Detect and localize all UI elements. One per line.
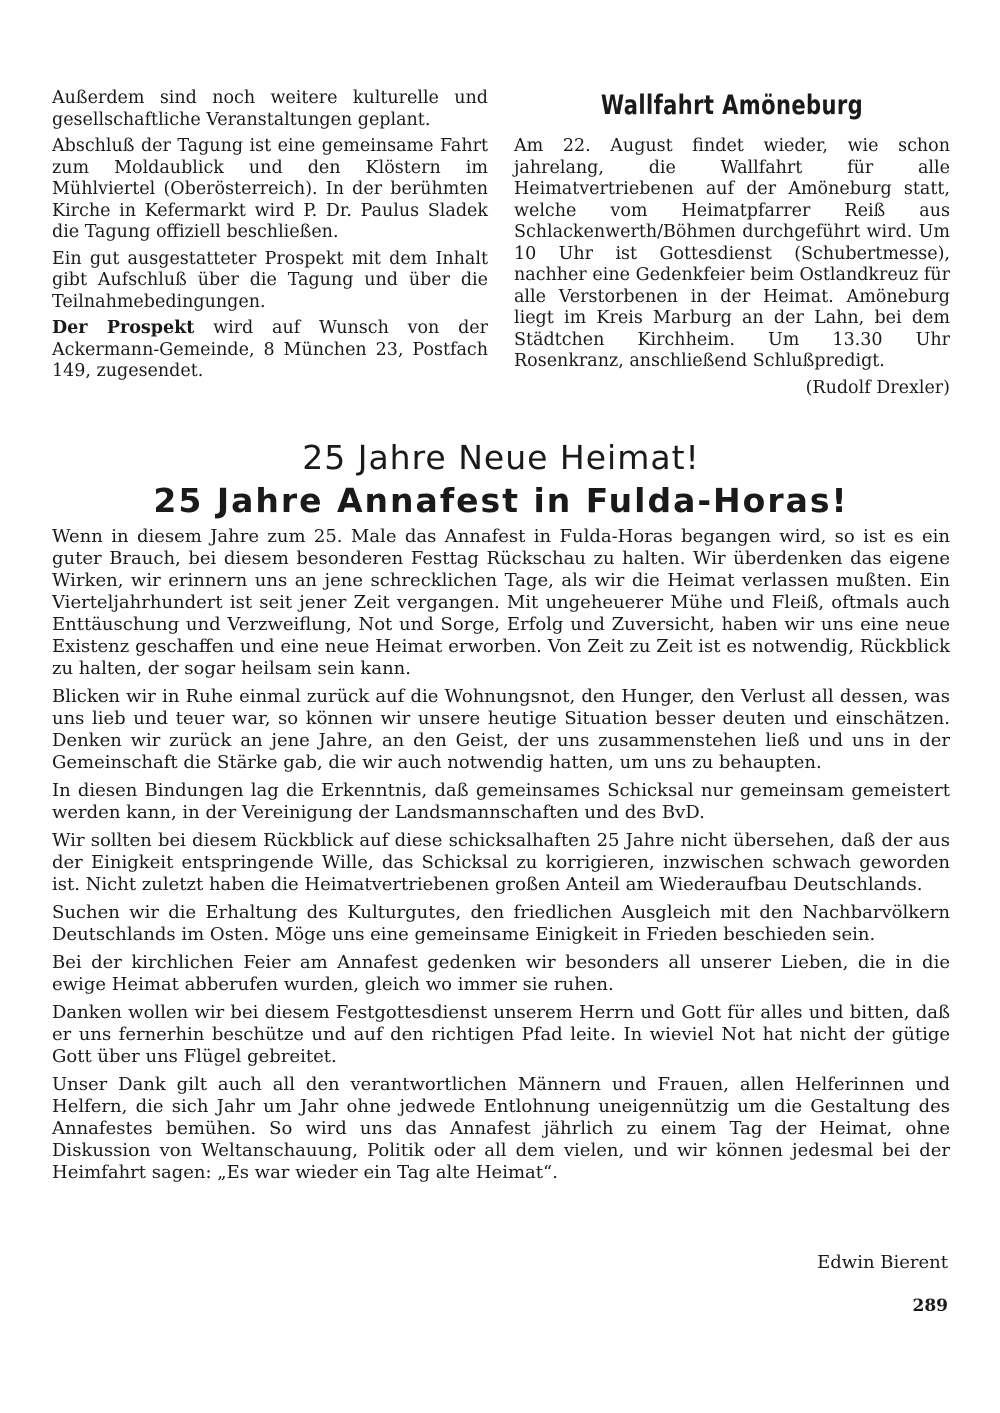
main-article-body bbox=[52, 526, 950, 1190]
article-paragraph: Wir sollten bei diesem Rückblick auf diese schicksalhaften 25 Jahre nicht übersehen, daß der aus der Einigkeit entspringende Wille, das Schicksal zu korrigieren, inzwischen schwach geworden ist. Nicht zuletzt haben die Heimatvertriebenen großen Anteil am Wiederaufbau Deutschlands. bbox=[52, 830, 950, 895]
article-paragraph: Suchen wir die Erhaltung des Kulturgutes, den friedlichen Ausgleich mit den Nachbarvölkern Deutschlands im Osten. Möge uns eine gemeinsame Einigkeit in Frieden beschieden sein. bbox=[52, 902, 950, 945]
prospect-text: wird auf Wunsch von der Ackermann-Gemeinde, 8 München 23, Postfach 149, zugesendet. bbox=[52, 318, 488, 381]
heading-line-1: 25 Jahre Neue Heimat! bbox=[302, 438, 700, 477]
article-signature: Edwin Bierent bbox=[817, 1252, 948, 1273]
prospect-paragraph bbox=[52, 318, 488, 383]
heading-line-2: 25 Jahre Annafest in Fulda-Horas! bbox=[153, 481, 849, 520]
article-paragraph: Wenn in diesem Jahre zum 25. Male das Annafest in Fulda-Horas begangen wird, so ist es ein guter Brauch, bei diesem besonderen Festtag Rückschau zu halten. Wir überdenken das eigene Wirken, wir erinnern uns an jene schrecklichen Tage, als wir die Heimat verlassen mußten. Ein Vierteljahrhundert ist seit jener Zeit vergangen. Mit ungeheuerer Mühe und Fleiß, oftmals auch Enttäuschung und Verzweiflung, Not und Sorge, Erfolg und Zuversicht, haben wir uns eine neue Existenz geschaffen und eine neue Heimat erworben. Von Zeit zu Zeit ist es notwendig, Rückblick zu halten, der sogar heilsam sein kann. bbox=[52, 526, 950, 679]
article-paragraph: Bei der kirchlichen Feier am Annafest gedenken wir besonders all unserer Lieben, die in die ewige Heimat abberufen wurden, gleich wo immer sie ruhen. bbox=[52, 952, 950, 995]
pilgrimage-title: Wallfahrt Amöneburg bbox=[600, 90, 864, 121]
left-paragraph: Außerdem sind noch weitere kulturelle und gesellschaftliche Veranstaltungen geplant. bbox=[52, 88, 488, 130]
prospect-runin: Der Prospekt bbox=[52, 318, 195, 338]
article-paragraph: In diesen Bindungen lag die Erkenntnis, daß gemeinsames Schicksal nur gemeinsam gemeistert werden kann, in der Vereinigung der Landsmannschaften und des BvD. bbox=[52, 780, 950, 823]
article-paragraph: Danken wollen wir bei diesem Festgottesdienst unserem Herrn und Gott für alles und bitten, daß er uns fernerhin beschütze und auf den richtigen Pfad leite. In wieviel Not hat nicht der gütige Gott über uns Flügel gebreitet. bbox=[52, 1002, 950, 1067]
left-paragraph: Abschluß der Tagung ist eine gemeinsame Fahrt zum Moldaublick und den Klöstern im Mühlviertel (Oberösterreich). In der berühmten Kirche in Kefermarkt wird P. Dr. Paulus Sladek die Tagung offiziell beschließen. bbox=[52, 136, 488, 242]
article-paragraph: Unser Dank gilt auch all den verantwortlichen Männern und Frauen, allen Helferinnen und Helfern, die sich Jahr um Jahr ohne jedwede Entlohnung uneigennützig um die Gestaltung des Annafestes bemühen. So wird uns das Annafest jährlich zu einem Tag der Heimat, ohne Diskussion von Weltanschauung, Politik oder all dem vielen, und wir können jedesmal bei der Heimfahrt sagen: „Es war wieder ein Tag alte Heimat“. bbox=[52, 1074, 950, 1183]
pilgrimage-paragraph: Am 22. August findet wieder, wie schon jahrelang, die Wallfahrt für alle Heimatvertriebenen auf der Amöneburg statt, welche vom Heimatpfarrer Reiß aus Schlackenwerth/Böhmen durchgeführt wird. Um 10 Uhr ist Gottesdienst (Schubertmesse), nachher eine Gedenkfeier beim Ostlandkreuz für alle Verstorbenen in der Heimat. Amöneburg liegt im Kreis Marburg an der Lahn, bei dem Städtchen Kirchheim. Um 13.30 Uhr Rosenkranz, anschließend Schlußpredigt. bbox=[514, 136, 950, 371]
page-number: 289 bbox=[912, 1296, 948, 1316]
left-column bbox=[52, 88, 488, 388]
left-paragraph: Ein gut ausgestatteter Prospekt mit dem Inhalt gibt Aufschluß über die Tagung und über die Teilnahmebedingungen. bbox=[52, 248, 488, 312]
main-heading bbox=[52, 438, 950, 522]
pilgrimage-signature: (Rudolf Drexler) bbox=[805, 377, 950, 398]
right-column bbox=[514, 88, 950, 404]
article-paragraph: Blicken wir in Ruhe einmal zurück auf die Wohnungsnot, den Hunger, den Verlust all dessen, was uns lieb und teuer war, so können wir unsere heutige Situation besser deuten und einschätzen. Denken wir zurück an jene Jahre, an den Geist, der uns zusammenstehen ließ und uns in der Gemeinschaft die Stärke gab, die wir auch notwendig hatten, um uns zu behaupten. bbox=[52, 686, 950, 773]
